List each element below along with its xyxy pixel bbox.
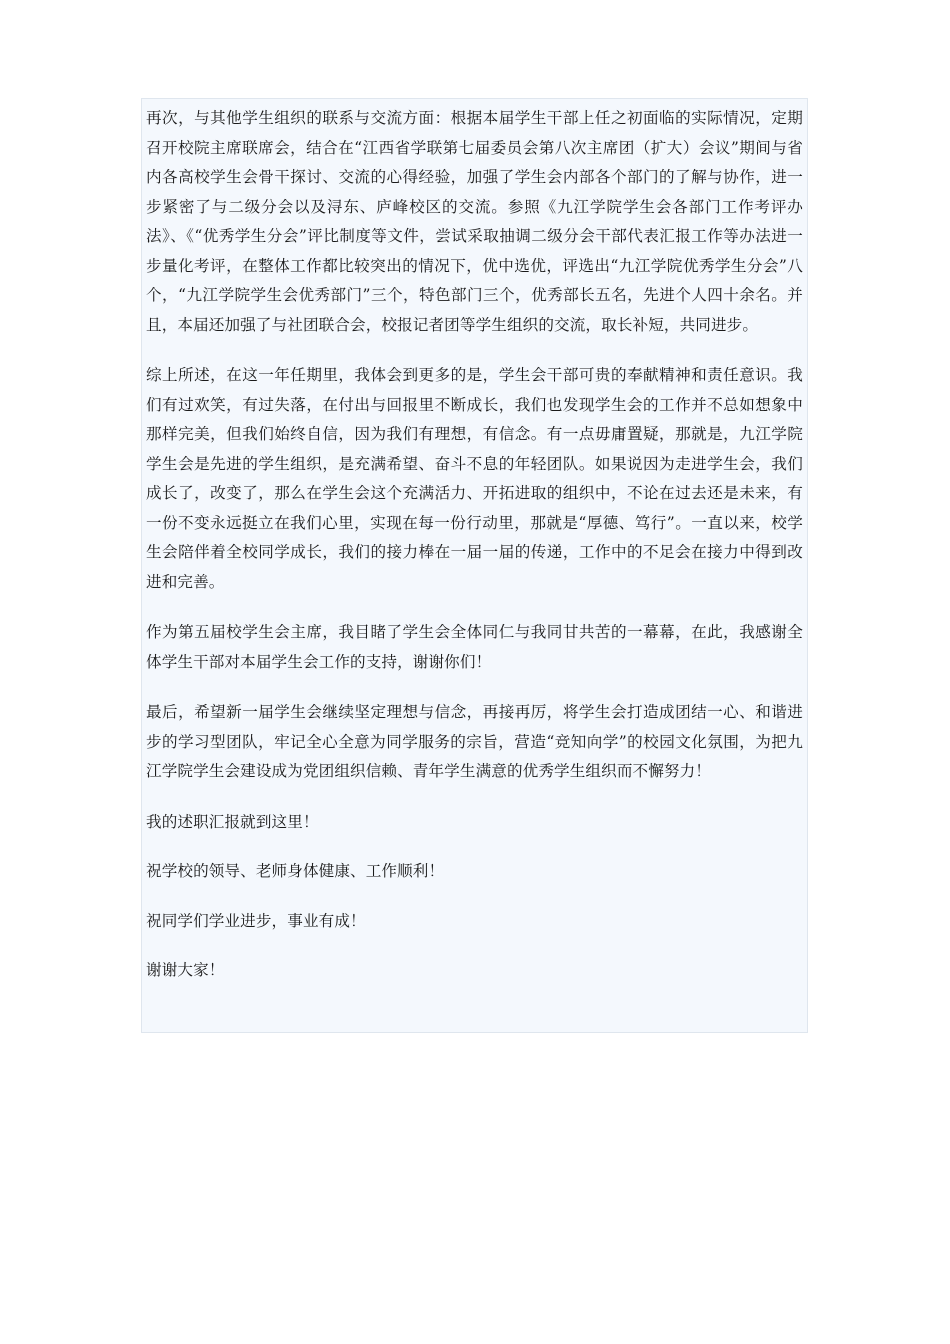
document-page — [141, 98, 808, 1033]
paragraph-thank-all: 谢谢大家！ — [146, 961, 225, 979]
paragraph-wish-leaders: 祝学校的领导、老师身体健康、工作顺利！ — [146, 862, 445, 880]
paragraph-wish-students: 祝同学们学业进步，事业有成！ — [146, 911, 366, 930]
paragraph-thanks-cadres: 作为第五届校学生会主席，我目睹了学生会全体同仁与我同甘共苦的一幕幕，在此，我感谢全体学生干部对本届学生会工作的支持，谢谢你们！ — [146, 623, 803, 671]
paragraph-contact-exchange: 再次，与其他学生组织的联系与交流方面：根据本届学生干部上任之初面临的实际情况，定期召开校院主席联席会，结合在“江西省学联第七届委员会第八次主席团（扩大）会议”期间与省内各高校学生会骨干探讨、交流的心得经验，加强了学生会内部各个部门的了解与协作，进一步紧密了与二级分会以及浔东、庐峰校区的交流。参照《九江学院学生会各部门工作考评办法》、《“优秀学生分会”评比制度等文件，尝试采取抽调二级分会干部代表汇报工作等办法进一步量化考评，在整体工作都比较突出的情况下，优中选优，评选出“九江学院优秀学生分会”八个，“九江学院学生会优秀部门”三个，特色部门三个，优秀部长五名，先进个人四十余名。并且，本届还加强了与社团联合会，校报记者团等学生组织的交流，取长补短，共同进步。 — [146, 109, 803, 334]
paragraph-closing-report: 我的述职汇报就到这里！ — [146, 812, 319, 831]
paragraph-hopes: 最后，希望新一届学生会继续坚定理想与信念，再接再厉，将学生会打造成团结一心、和谐进步的学习型团队，牢记全心全意为同学服务的宗旨，营造“竞知向学”的校园文化氛围，为把九江学院学生会建设成为党团组织信赖、青年学生满意的优秀学生组织而不懈努力！ — [146, 703, 803, 780]
paragraph-summary: 综上所述，在这一年任期里，我体会到更多的是，学生会干部可贵的奉献精神和责任意识。我们有过欢笑，有过失落，在付出与回报里不断成长，我们也发现学生会的工作并不总如想象中那样完美，但我们始终自信，因为我们有理想，有信念。有一点毋庸置疑，那就是，九江学院学生会是先进的学生组织，是充满希望、奋斗不息的年轻团队。如果说因为走进学生会，我们成长了，改变了，那么在学生会这个充满活力、开拓进取的组织中，不论在过去还是未来，有一份不变永远挺立在我们心里，实现在每一份行动里，那就是“厚德、笃行”。一直以来，校学生会陪伴着全校同学成长，我们的接力棒在一届一届的传递，工作中的不足会在接力中得到改进和完善。 — [146, 366, 803, 591]
